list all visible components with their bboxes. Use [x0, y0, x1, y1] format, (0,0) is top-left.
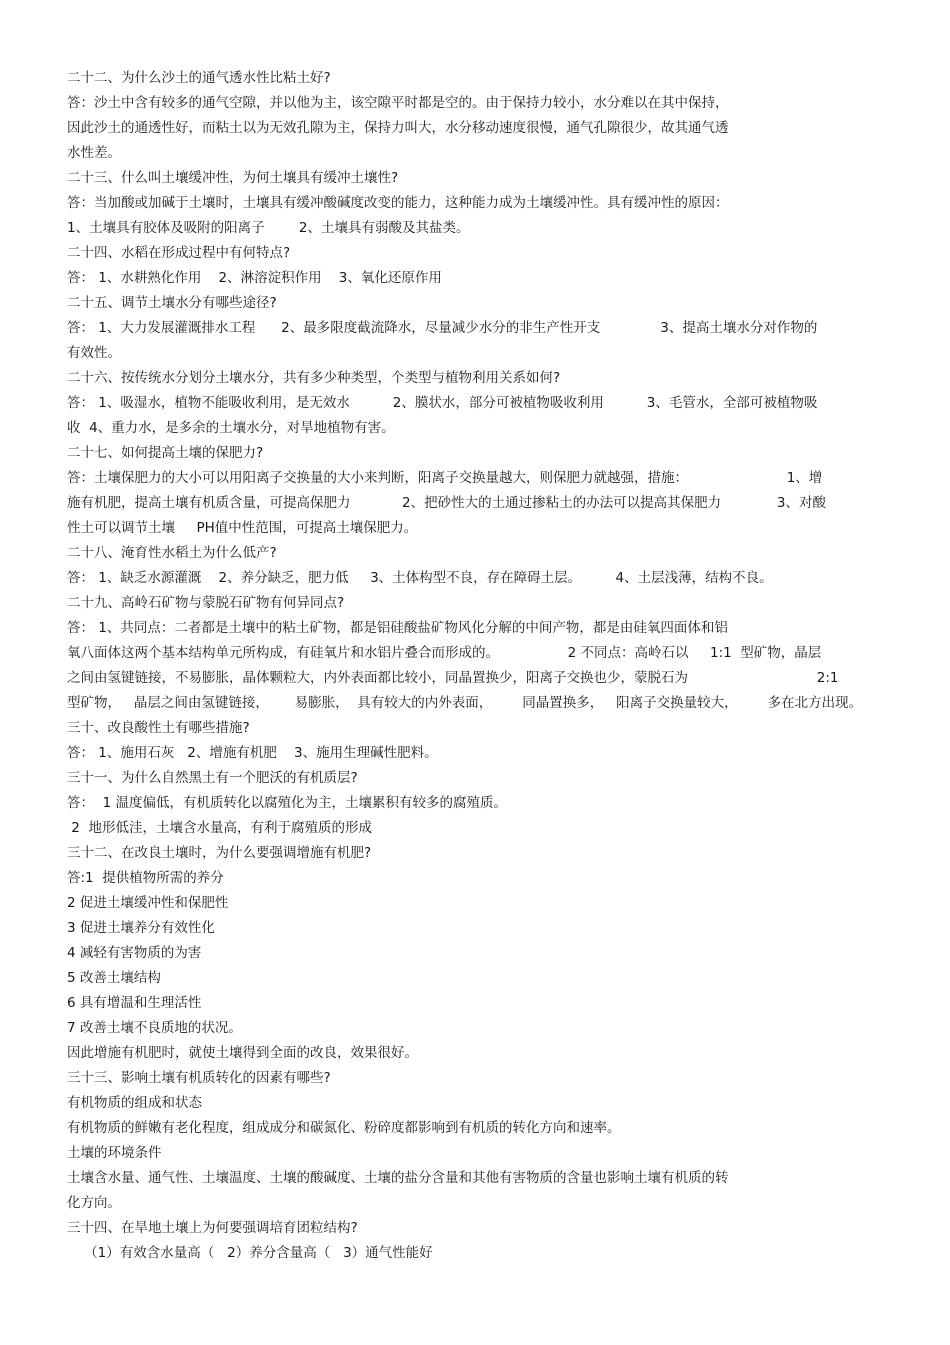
answer-line: 1、土壤具有胶体及吸附的阳离子 2、土壤具有弱酸及其盐类。: [67, 220, 470, 236]
answer-line: 7 改善土壤不良质地的状况。: [67, 1020, 242, 1036]
answer-line: 答： 1、共同点：二者都是土壤中的粘土矿物，都是铝硅酸盐矿物风化分解的中间产物，都是由硅氧四面体和铝: [67, 620, 728, 636]
answer-line: 6 具有增温和生理活性: [67, 995, 202, 1011]
question-27-heading: 二十七、如何提高土壤的保肥力?: [67, 445, 264, 461]
answer-line: 5 改善土壤结构: [67, 970, 161, 986]
answer-line: 氧八面体这两个基本结构单元所构成，有硅氧片和水铝片叠合而形成的。 2 不同点：高岭石以 1:1 型矿物，晶层: [67, 645, 822, 661]
answer-line: 有机物质的组成和状态: [67, 1095, 202, 1111]
answer-line: （1）有效含水量高（ 2）养分含量高（ 3）通气性能好: [67, 1245, 433, 1261]
answer-line: 水性差。: [67, 145, 121, 161]
answer-line: 化方向。: [67, 1195, 121, 1211]
answer-line: 因此沙土的通透性好，而粘土以为无效孔隙为主，保持力叫大，水分移动速度很慢，通气孔隙很少，故其通气透: [67, 120, 729, 136]
answer-line: 答： 1 温度偏低，有机质转化以腐殖化为主，土壤累积有较多的腐殖质。: [67, 795, 507, 811]
answer-line: 答：当加酸或加碱于土壤时，土壤具有缓冲酸碱度改变的能力，这种能力成为土壤缓冲性。具有缓冲性的原因：: [67, 195, 729, 211]
answer-line: 型矿物， 晶层之间由氢键链接， 易膨胀， 具有较大的内外表面， 同晶置换多， 阳离子交换量较大， 多在北方出现。: [67, 695, 863, 711]
answer-line: 土壤含水量、通气性、土壤温度、土壤的酸碱度、土壤的盐分含量和其他有害物质的含量也影响土壤有机质的转: [67, 1170, 729, 1186]
answer-line: 2 地形低洼，土壤含水量高，有利于腐殖质的形成: [67, 820, 372, 836]
answer-line: 土壤的环境条件: [67, 1145, 162, 1161]
answer-line: 答： 1、缺乏水源灌溉 2、养分缺乏，肥力低 3、土体构型不良，存在障碍土层。 4、土层浅薄，结构不良。: [67, 570, 773, 586]
answer-line: 答： 1、施用石灰 2、增施有机肥 3、施用生理碱性肥料。: [67, 745, 438, 761]
answer-line: 有机物质的鲜嫩有老化程度，组成成分和碳氮化、粉碎度都影响到有机质的转化方向和速率。: [67, 1120, 621, 1136]
answer-line: 答:1 提供植物所需的养分: [67, 870, 224, 886]
answer-line: 答：沙土中含有较多的通气空隙，并以他为主，该空隙平时都是空的。由于保持力较小，水分难以在其中保持，: [67, 95, 729, 111]
answer-line: 4 减轻有害物质的为害: [67, 945, 202, 961]
question-30-heading: 三十、改良酸性土有哪些措施?: [67, 720, 250, 736]
answer-line: 之间由氢键链接，不易膨胀，晶体颗粒大，内外表面都比较小，同晶置换少，阳离子交换也少，蒙脱石为 2:1: [67, 670, 839, 686]
question-33-heading: 三十三、影响土壤有机质转化的因素有哪些?: [67, 1070, 331, 1086]
question-34-heading: 三十四、在旱地土壤上为何要强调培育团粒结构?: [67, 1220, 358, 1236]
answer-line: 3 促进土壤养分有效性化: [67, 920, 215, 936]
answer-line: 性土可以调节土壤 PH值中性范围，可提高土壤保肥力。: [67, 520, 418, 536]
question-32-heading: 三十二、在改良土壤时，为什么要强调增施有机肥?: [67, 845, 372, 861]
answer-line: 因此增施有机肥时，就使土壤得到全面的改良，效果很好。: [67, 1045, 418, 1061]
answer-line: 有效性。: [67, 345, 121, 361]
answer-line: 施有机肥，提高土壤有机质含量，可提高保肥力 2、把砂性大的土通过掺粘土的办法可以提高其保肥力 3、对酸: [67, 495, 826, 511]
answer-line: 答： 1、水耕熟化作用 2、淋溶淀积作用 3、氧化还原作用: [67, 270, 442, 286]
question-22-heading: 二十二、为什么沙土的通气透水性比粘土好?: [67, 70, 331, 86]
answer-line: 收 4、重力水，是多余的土壤水分，对旱地植物有害。: [67, 420, 395, 436]
answer-line: 答：土壤保肥力的大小可以用阳离子交换量的大小来判断，阳离子交换量越大，则保肥力就越强，措施： 1、增: [67, 470, 823, 486]
question-28-heading: 二十八、淹育性水稻土为什么低产?: [67, 545, 277, 561]
question-31-heading: 三十一、为什么自然黑土有一个肥沃的有机质层?: [67, 770, 358, 786]
answer-line: 答： 1、大力发展灌溉排水工程 2、最多限度截流降水，尽量减少水分的非生产性开支 3、提高土壤水分对作物的: [67, 320, 818, 336]
question-26-heading: 二十六、按传统水分划分土壤水分，共有多少种类型，个类型与植物利用关系如何?: [67, 370, 561, 386]
answer-line: 答： 1、吸湿水，植物不能吸收利用，是无效水 2、膜状水，部分可被植物吸收利用 3、毛管水，全部可被植物吸: [67, 395, 818, 411]
question-24-heading: 二十四、水稻在形成过程中有何特点?: [67, 245, 291, 261]
answer-line: 2 促进土壤缓冲性和保肥性: [67, 895, 229, 911]
question-23-heading: 二十三、什么叫土壤缓冲性，为何土壤具有缓冲土壤性?: [67, 170, 399, 186]
question-29-heading: 二十九、高岭石矿物与蒙脱石矿物有何异同点?: [67, 595, 345, 611]
question-25-heading: 二十五、调节土壤水分有哪些途径?: [67, 295, 277, 311]
